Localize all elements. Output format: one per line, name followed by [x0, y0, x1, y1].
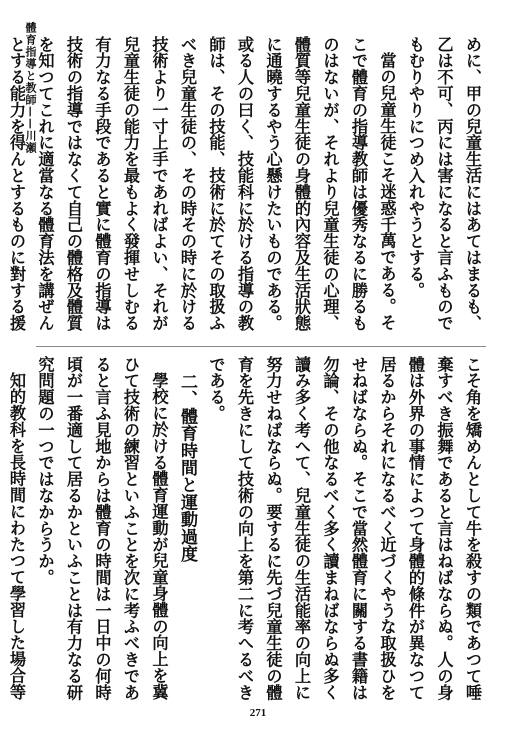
- lower-text-block: [7, 356, 486, 702]
- paragraph: 當の兒童生徒こそ迷惑千萬である。そこで體育の指導教師は優秀なるに勝るものはないが、それより兒童生徒の心理、體質等兒童生徒の身體的內容及生活狀態に通曉するやう心懸けたいものである。或る人の曰く、技能科に於ける指導の教師は、その技能、技術に於てその取扱ふべき兒童生徒の、その時その時に於ける技術より一寸上手であればよい、それが兒童生徒の能力を最もよく發揮せしむる有力なる手段であると實に體育の指導は技術の指導ではなくて自己の體格及體質を知つてこれに適當なる體育法を講ぜんとする能力を得んとするものに對する援: [7, 36, 397, 332]
- section-title: 二、體育時間と運動過度: [177, 373, 197, 563]
- page-number: 271: [249, 707, 267, 719]
- paragraph: めに、甲の兒童生活にはあてはまるも、乙は不可、丙には害になると言ふものでもむりやりにつめ入れやうとする。: [406, 36, 482, 332]
- paragraph: こそ角を矯めんとして牛を殺すの類であつて唾棄すべき振舞であると言はねばならぬ。人の身體は外界の事情によつて身體的條件が異なつて居るからそれになるべく近づくやうな取扱ひをせねばならぬ。そこで當然體育に關する書籍は勿論、その他なるべく多く讀まねばならぬ多く讀み多く考へて、兒童生徒の生活能率の向上に努力せねばならぬ。要するに先づ兒童生徒の體育を先きにして技術の向上を第二に考へるべきである。: [206, 356, 482, 701]
- divider: [36, 346, 486, 347]
- paragraph: 知的教科を長時間にわたつて學習した場合等: [7, 372, 26, 701]
- running-header: 體育指導と教師——川瀬: [24, 22, 37, 154]
- paragraph: 學校に於ける體育運動が兒童身體の向上を冀ひて技術の練習といふことを次に考ふべきであると言ふ見地からは體育の時間は一日中の何時頃が一番適して居るかといふことは有力なる研究問題の一つではなからうか。: [35, 356, 169, 701]
